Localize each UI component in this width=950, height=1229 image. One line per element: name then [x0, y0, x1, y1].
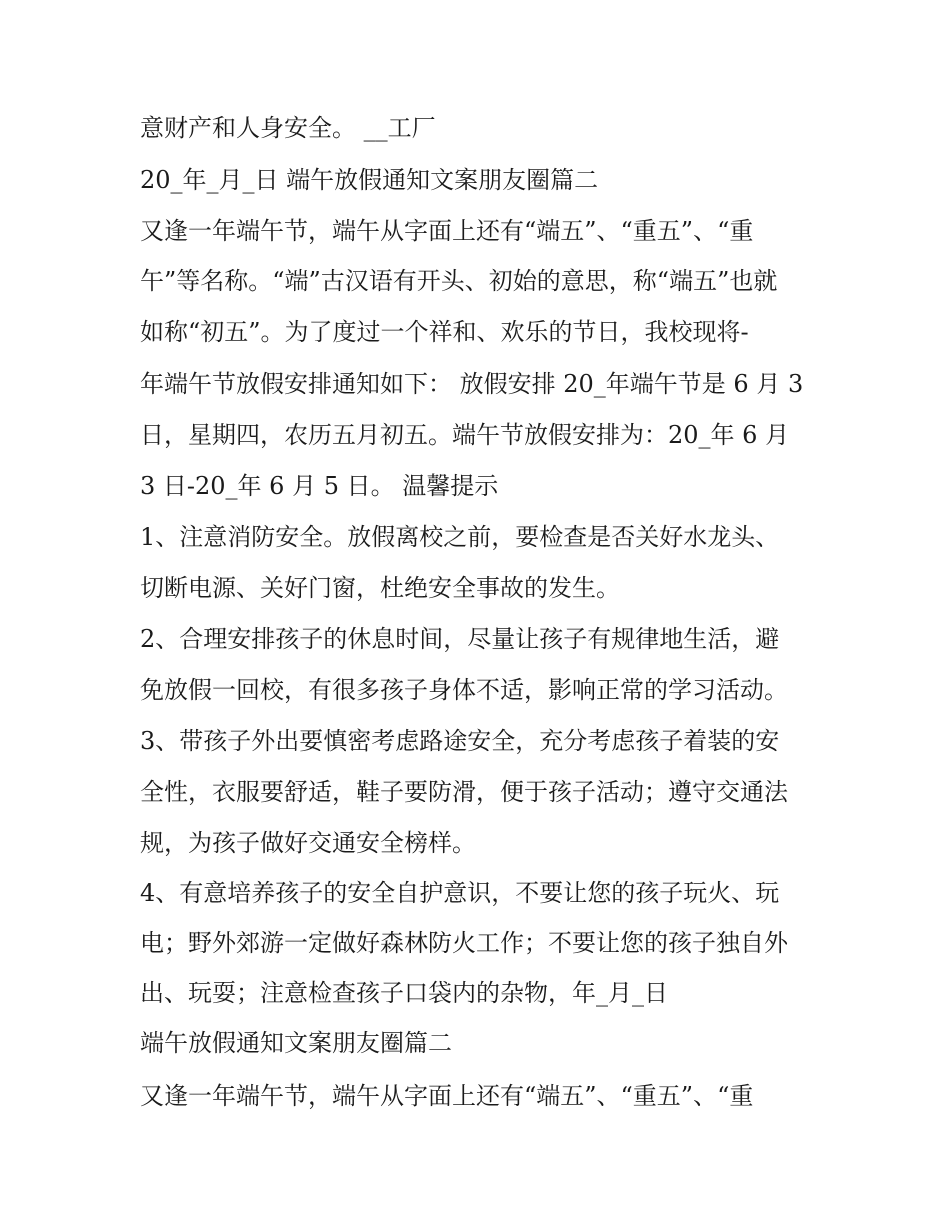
text-line: 电；野外郊游一定做好森林防火工作；不要让您的孩子独自外: [140, 929, 788, 957]
text-line: 日，星期四，农历五月初五。端午节放假安排为：20_年 6 月: [140, 421, 790, 449]
section-heading: 端午放假通知文案朋友圈篇二: [140, 1029, 452, 1057]
list-item: 4、有意培养孩子的安全自护意识，不要让您的孩子玩火、玩: [140, 879, 780, 907]
text-line: 切断电源、关好门窗，杜绝安全事故的发生。: [140, 574, 620, 602]
text-line: 全性，衣服要舒适，鞋子要防滑，便于孩子活动；遵守交通法: [140, 778, 788, 806]
text-line: 意财产和人身安全。 __工厂: [140, 114, 436, 142]
text-line: 出、玩耍；注意检查孩子口袋内的杂物，年_月_日: [140, 979, 668, 1007]
list-item: 1、注意消防安全。放假离校之前，要检查是否关好水龙头、: [140, 523, 780, 551]
text-line: 午”等名称。“端”古汉语有开头、初始的意思，称“端五”也就: [140, 267, 778, 295]
section-heading: 20_年_月_日 端午放假通知文案朋友圈篇二: [140, 166, 599, 194]
text-line: 规，为孩子做好交通安全榜样。: [140, 829, 476, 857]
text-line: 年端午节放假安排通知如下： 放假安排 20_年端午节是 6 月 3: [140, 370, 804, 398]
list-item: 2、合理安排孩子的休息时间，尽量让孩子有规律地生活，避: [140, 625, 780, 653]
text-line: 如称“初五”。为了度过一个祥和、欢乐的节日，我校现将-: [140, 318, 749, 346]
list-item: 3、带孩子外出要慎密考虑路途安全，充分考虑孩子着装的安: [140, 727, 780, 755]
text-line: 又逢一年端午节，端午从字面上还有“端五”、“重五”、“重: [140, 1082, 754, 1110]
text-line: 免放假一回校，有很多孩子身体不适，影响正常的学习活动。: [140, 676, 788, 704]
text-line: 3 日-20_年 6 月 5 日。 温馨提示: [140, 472, 499, 500]
text-line: 又逢一年端午节，端午从字面上还有“端五”、“重五”、“重: [140, 217, 754, 245]
